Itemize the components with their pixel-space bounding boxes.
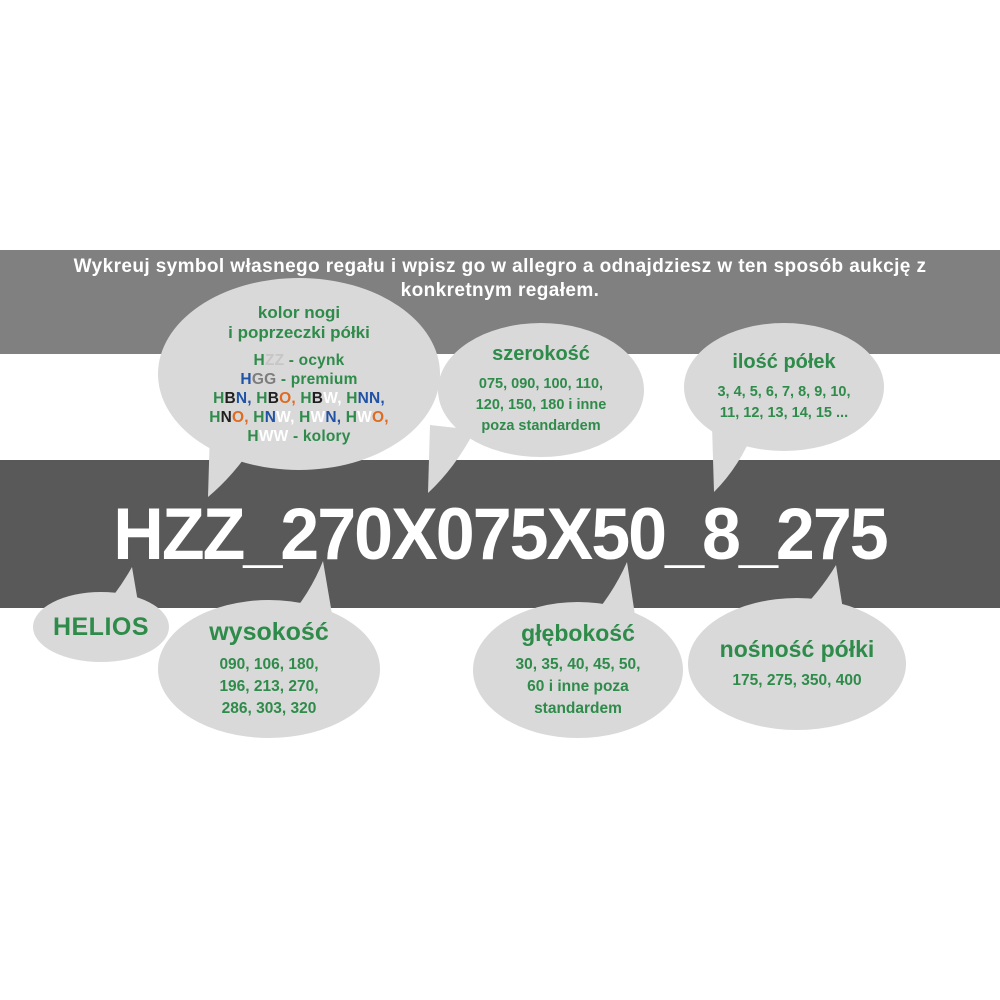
width-values-line: 075, 090, 100, 110, [478,376,604,392]
color-code-segment: N [220,408,232,426]
color-code-segment: - ocynk [284,351,345,369]
depth-values-line: standardem [534,700,622,717]
color-bubble-title-line1: kolor nogi [257,302,341,322]
color-code-row [209,351,389,370]
color-code-segment: H [256,389,268,407]
color-code-segment: , [337,389,347,407]
color-code-segment: H [253,408,265,426]
color-bubble-title-line2: i poprzeczki półki [228,322,370,342]
color-code-segment: , [244,408,254,426]
color-code-row [209,408,389,427]
color-code-row [209,370,389,389]
color-code-segment: , [336,408,346,426]
height-bubble [158,600,380,738]
height-bubble-title: wysokość [209,618,329,646]
color-code-segment: H [299,408,311,426]
color-code-segment: , [384,408,389,426]
width-values-line: poza standardem [481,418,601,434]
shelves-bubble [684,323,884,451]
color-code-segment: , [290,408,300,426]
shelves-values-line: 3, 4, 5, 6, 7, 8, 9, 10, [717,383,851,400]
color-code-segment: W [276,408,291,426]
color-code-segment: H [300,389,312,407]
height-values-line: 090, 106, 180, [219,656,319,673]
color-code-segment: W [310,408,326,426]
color-code-segment: H [345,408,358,426]
color-code-segment: H [213,389,225,407]
width-bubble [438,323,644,457]
color-code-segment: N [325,408,337,426]
depth-values-line: 60 i inne poza [527,678,629,695]
color-code-segment: - premium [276,370,358,388]
color-code-segment: N [235,389,248,407]
height-values-line: 196, 213, 270, [219,678,319,695]
color-code-segment: B [267,389,280,407]
height-values-line: 286, 303, 320 [221,700,317,717]
shelves-values-line: 11, 12, 13, 14, 15 ... [719,404,849,421]
color-code-segment: B [224,389,236,407]
shelves-bubble-title: ilość półek [732,350,836,373]
color-code-segment: WW [258,427,289,445]
color-code-segment: W [323,389,338,407]
brand-label: HELIOS [52,612,150,641]
color-code-segment: , [380,389,385,407]
header-line-1: Wykreuj symbol własnego regału i wpisz go w allegro a odnajdziesz w ten sposób aukcję z [73,256,927,277]
color-code-segment: GG [251,370,277,388]
color-code-row [209,427,389,446]
depth-values-line: 30, 35, 40, 45, 50, [515,656,641,673]
color-code-segment: , [247,389,257,407]
color-code-segment: ZZ [264,351,285,369]
color-code-segment: NN [357,389,381,407]
load-values-line: 175, 275, 350, 400 [732,672,862,689]
color-code-segment: H [240,370,252,388]
color-code-row [209,389,389,408]
color-bubble [158,278,440,470]
color-code-segment: O [232,408,245,426]
color-code-segment: O [279,389,292,407]
load-bubble-title: nośność półki [719,636,875,662]
color-code-segment: N [264,408,277,426]
header-line-2: konkretnym regałem. [400,280,600,301]
depth-bubble [473,602,683,738]
color-code-list [209,351,389,446]
color-code-segment: B [311,389,324,407]
color-code-segment: H [253,351,265,369]
width-values-line: 120, 150, 180 i inne [475,397,607,413]
width-bubble-title: szerokość [492,343,590,365]
depth-bubble-title: głębokość [521,620,635,646]
color-code-segment: H [247,427,259,445]
color-code-segment: , [291,389,301,407]
color-code-segment: W [357,408,373,426]
color-code-segment: O [372,408,385,426]
shelf-code: HZZ_270X075X50_8_275 [113,493,887,575]
color-code-segment: H [346,389,358,407]
color-code-segment: H [209,408,221,426]
load-bubble [688,598,906,730]
color-code-segment: - kolory [288,427,351,445]
